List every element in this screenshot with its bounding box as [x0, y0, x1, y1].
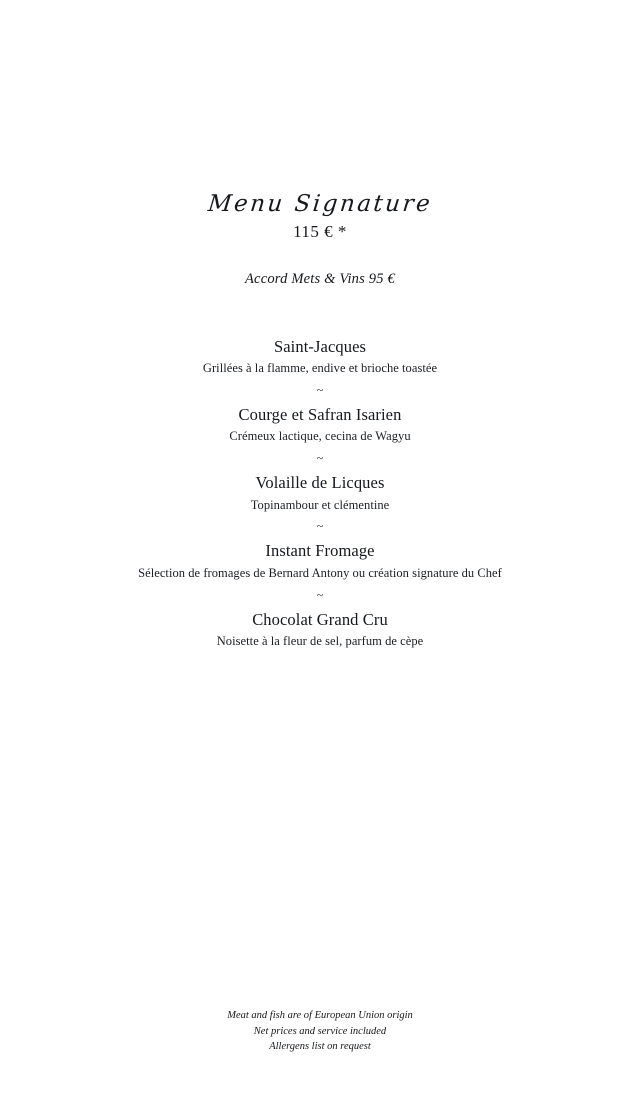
course-separator: ~ [316, 383, 324, 398]
menu-footer [0, 1008, 640, 1055]
course-separator: ~ [316, 451, 324, 466]
course-item [0, 540, 640, 581]
course-separator: ~ [316, 519, 324, 534]
course-item [0, 404, 640, 445]
course-description: Grillées à la flamme, endive et brioche toastée [202, 361, 438, 376]
course-description: Topinambour et clémentine [250, 497, 390, 512]
menu-price: 115 € * [293, 222, 347, 241]
footer-allergens-note: Allergens list on request [269, 1041, 371, 1053]
course-name: Saint-Jacques [273, 337, 367, 356]
footer-price-note: Net prices and service included [253, 1025, 387, 1037]
wine-pairing-price: Accord Mets & Vins 95 € [245, 271, 395, 287]
course-description: Noisette à la fleur de sel, parfum de cèpe [216, 633, 424, 648]
course-item [0, 609, 640, 650]
course-list [0, 336, 640, 650]
footer-origin-note: Meat and fish are of European Union origin [227, 1009, 413, 1021]
menu-page [0, 193, 640, 1098]
course-separator: ~ [316, 587, 324, 602]
page-title: Menu Signature [206, 191, 434, 217]
course-item [0, 336, 640, 377]
course-item [0, 472, 640, 513]
course-name: Instant Fromage [265, 541, 375, 561]
course-name: Volaille de Licques [255, 473, 385, 493]
course-description: Sélection de fromages de Bernard Antony ou création signature du Chef [138, 565, 502, 580]
course-name: Courge et Safran Isarien [238, 405, 402, 425]
menu-header [0, 193, 640, 288]
course-name: Chocolat Grand Cru [252, 609, 388, 629]
course-description: Crémeux lactique, cecina de Wagyu [229, 429, 411, 444]
